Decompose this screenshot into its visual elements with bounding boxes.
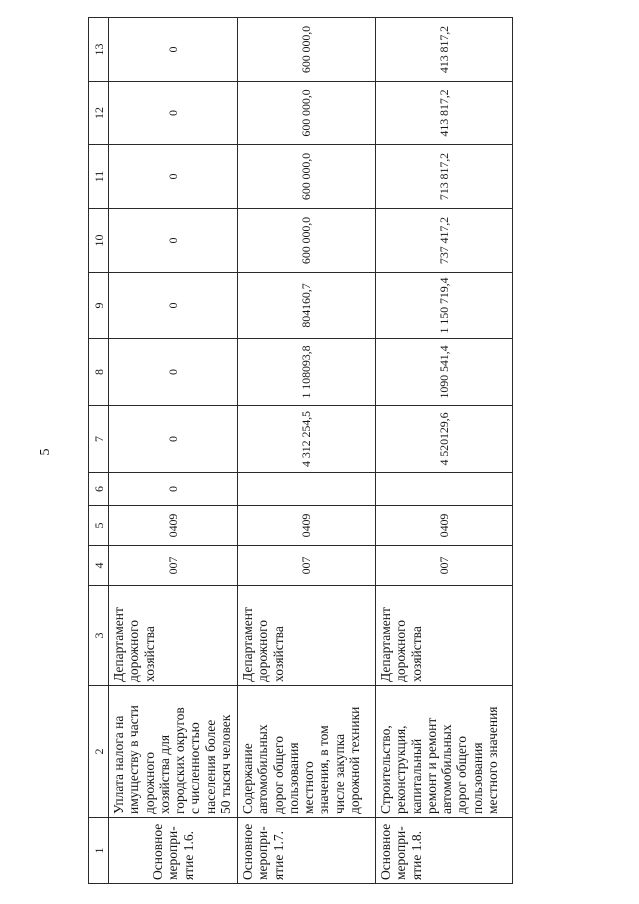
grbs-code-cell: 007 [238, 546, 376, 586]
value-cell-col9: 1 150 719,4 [376, 273, 513, 339]
program-table [88, 17, 513, 884]
executor-cell: Департамент дорожного хозяйства [238, 586, 376, 686]
value-cell-col10: 0 [109, 209, 238, 273]
table-row-event-1-6 [109, 18, 238, 884]
header-cell-2: 2 [89, 686, 109, 818]
rotated-table-container [88, 18, 512, 884]
section-code-cell: 0409 [238, 506, 376, 546]
value-cell-col12: 600 000,0 [238, 82, 376, 145]
header-cell-13: 13 [89, 18, 109, 82]
header-cell-9: 9 [89, 273, 109, 339]
table-row-event-1-7 [238, 18, 376, 884]
value-cell-col11: 0 [109, 145, 238, 209]
page-number: 5 [38, 448, 53, 456]
value-cell-col10: 737 417,2 [376, 209, 513, 273]
event-description-cell: Уплата налога на имуществу в части дорожного хозяйства для городских округов с численностью населения более 50 тысяч человек [109, 686, 238, 818]
header-cell-6: 6 [89, 473, 109, 506]
header-cell-7: 7 [89, 406, 109, 473]
value-cell-col8: 1 108093,8 [238, 339, 376, 406]
header-cell-3: 3 [89, 586, 109, 686]
header-cell-11: 11 [89, 145, 109, 209]
header-cell-8: 8 [89, 339, 109, 406]
value-cell-col7: 4 312 254,5 [238, 406, 376, 473]
value-cell-col8: 0 [109, 339, 238, 406]
value-cell-col13: 413 817,2 [376, 18, 513, 82]
value-cell-col11: 600 000,0 [238, 145, 376, 209]
executor-cell: Департамент дорожного хозяйства [109, 586, 238, 686]
header-cell-12: 12 [89, 82, 109, 145]
event-name-cell: Основное меропри- ятие 1.6. [109, 818, 238, 884]
value-cell-col6: 0 [109, 473, 238, 506]
event-description-cell: Строительство, реконструкция, капитальный ремонт и ремонт автомобильных дорог общего пользования местного значения [376, 686, 513, 818]
value-cell-col13: 0 [109, 18, 238, 82]
value-cell-col13: 600 000,0 [238, 18, 376, 82]
section-code-cell: 0409 [109, 506, 238, 546]
value-cell-col6 [376, 473, 513, 506]
event-name-cell: Основное меропри- ятие 1.8. [376, 818, 513, 884]
header-row [89, 18, 109, 884]
event-description-cell: Содержание автомобильных дорог общего пользования местного значения, в том числе закупка дорожной техники [238, 686, 376, 818]
value-cell-col6 [238, 473, 376, 506]
grbs-code-cell: 007 [376, 546, 513, 586]
event-name-cell: Основное меропри- ятие 1.7. [238, 818, 376, 884]
value-cell-col9: 804160,7 [238, 273, 376, 339]
section-code-cell: 0409 [376, 506, 513, 546]
value-cell-col10: 600 000,0 [238, 209, 376, 273]
value-cell-col7: 4 520129,6 [376, 406, 513, 473]
value-cell-col12: 413 817,2 [376, 82, 513, 145]
header-cell-4: 4 [89, 546, 109, 586]
value-cell-col11: 713 817,2 [376, 145, 513, 209]
value-cell-col8: 1090 541,4 [376, 339, 513, 406]
value-cell-col12: 0 [109, 82, 238, 145]
value-cell-col9: 0 [109, 273, 238, 339]
header-cell-10: 10 [89, 209, 109, 273]
header-cell-1: 1 [89, 818, 109, 884]
grbs-code-cell: 007 [109, 546, 238, 586]
header-cell-5: 5 [89, 506, 109, 546]
table-row-event-1-8 [376, 18, 513, 884]
executor-cell: Департамент дорожного хозяйства [376, 586, 513, 686]
value-cell-col7: 0 [109, 406, 238, 473]
